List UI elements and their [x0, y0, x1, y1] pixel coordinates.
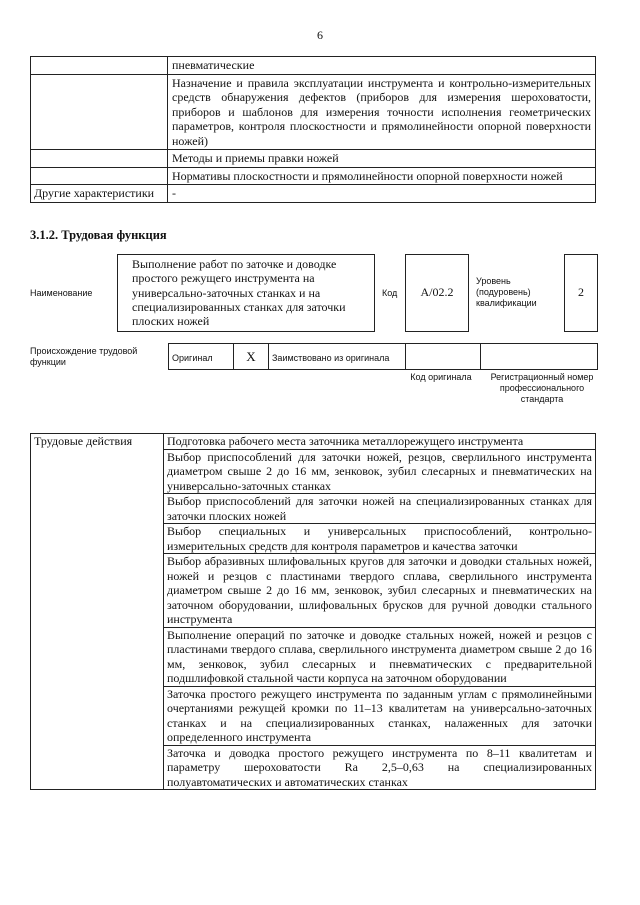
row-text: - [168, 185, 596, 203]
section-title: 3.1.2. Трудовая функция [30, 228, 167, 242]
code-label: Код [382, 288, 398, 298]
labor-action-item: Выбор приспособлений для заточки ножей, резцов, сверлильного инструмента диаметром свыше 2 до 16 мм, зенковок, зубил слесарных и пневматических на универсально-заточных станках [164, 449, 596, 494]
row-label [31, 74, 168, 150]
function-name: Выполнение работ по заточке и доводке простого режущего инструмента на универсально-заточных станках и на специализированных станках для заточки плоских ножей [117, 254, 375, 332]
row-text: Нормативы плоскостности и прямолинейности опорной поверхности ножей [168, 167, 596, 185]
row-text: пневматические [168, 57, 596, 75]
labor-actions-label: Трудовые действия [31, 434, 164, 790]
table-row [31, 434, 596, 450]
reg-number-cell [481, 344, 598, 370]
table-row [31, 167, 596, 185]
original-mark: X [234, 344, 269, 370]
row-text: Назначение и правила эксплуатации инструмента и контрольно-измерительных средств обнаружения дефектов (приборов для измерения шероховатости, приборов и шаблонов для измерения точности исполнения геометрических параметров, контроля плоскостности и прямолинейности опорной поверхности ножей) [168, 74, 596, 150]
labor-action-item: Выбор специальных и универсальных приспособлений, контрольно-измерительных средств для контроля параметров и качества заточки [164, 524, 596, 554]
row-label [31, 150, 168, 168]
origin-table [168, 343, 598, 370]
page-number: 6 [317, 28, 323, 42]
labor-action-item: Заточка простого режущего инструмента по заданным углам с прямолинейными очертаниями режущей кромки по 11–13 квалитетам на универсально-заточных станках и на специализированных станках, налаженных для заточки определенного инструмента [164, 686, 596, 745]
row-text: Методы и приемы правки ножей [168, 150, 596, 168]
code-original-label: Код оригинала [410, 372, 472, 382]
table-row [31, 150, 596, 168]
row-label-other: Другие характеристики [31, 185, 168, 203]
row-label [31, 57, 168, 75]
labor-action-item: Выбор приспособлений для заточки ножей на специализированных станках для заточки плоских ножей [164, 494, 596, 524]
table-row [31, 185, 596, 203]
code-original-cell [406, 344, 481, 370]
origin-label: Происхождение трудовой функции [30, 346, 138, 367]
original-label: Оригинал [172, 352, 213, 363]
labor-action-item: Подготовка рабочего места заточника металлорежущего инструмента [164, 434, 596, 450]
table-row [31, 74, 596, 150]
borrowed-label: Заимствовано из оригинала [272, 352, 390, 363]
labor-actions-table [30, 433, 596, 790]
labor-action-item: Выбор абразивных шлифовальных кругов для заточки и доводки стальных ножей, ножей и резцов с пластинами твердого сплава, сверлильного инструмента диаметром свыше 2 до 16 мм, зенковок, зубил слесарных и пневматических на заточном оборудовании, шлифовальных брусков для ручной доводки стального инструмента [164, 554, 596, 628]
reg-number-label: Регистрационный номер профессионального стандарта [490, 372, 594, 404]
qualification-level: 2 [564, 254, 598, 332]
row-label [31, 167, 168, 185]
knowledge-table [30, 56, 596, 203]
name-label: Наименование [30, 288, 93, 298]
table-row [31, 57, 596, 75]
labor-action-item: Выполнение операций по заточке и доводке стальных ножей, ножей и резцов с пластинами твердого сплава, сверлильного инструмента диаметром свыше 2 до 16 мм, зенковок, зубил слесарных и пневматических с предварительной подшлифовкой стальной части корпуса на заточном оборудовании [164, 627, 596, 686]
level-label: Уровень (подуровень) квалификации [476, 276, 537, 308]
labor-action-item: Заточка и доводка простого режущего инструмента по 8–11 квалитетам и параметру шероховатости Ra 2,5–0,63 на специализированных полуавтоматических и автоматических станках [164, 745, 596, 790]
function-code: A/02.2 [405, 254, 469, 332]
